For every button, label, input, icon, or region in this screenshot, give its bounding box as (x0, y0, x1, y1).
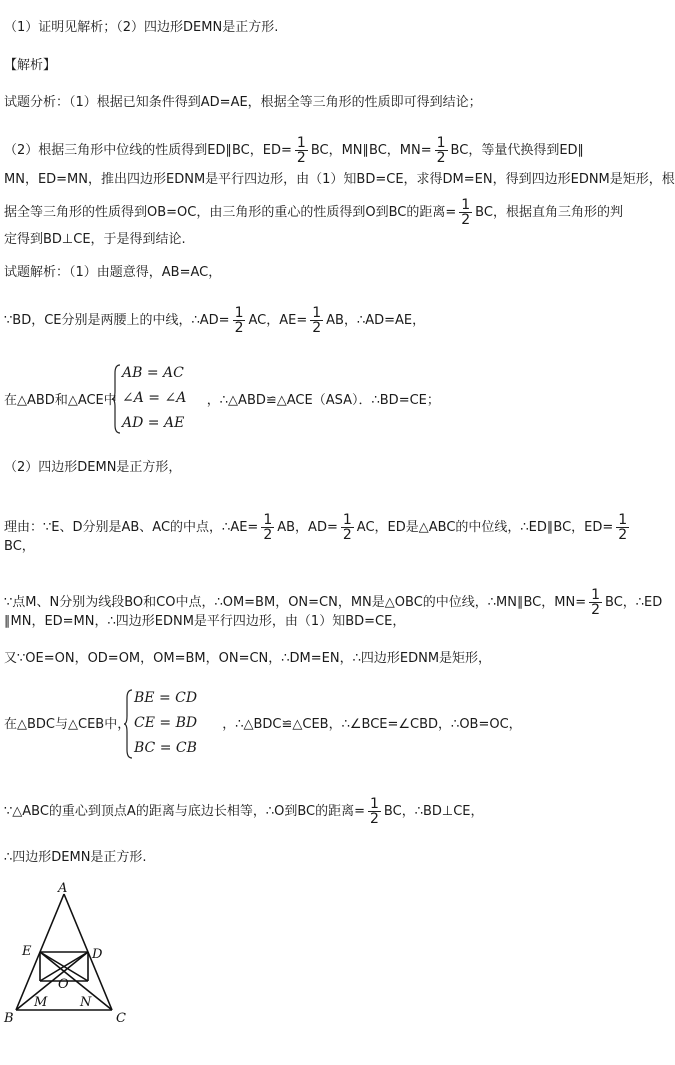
system2-eq2: CE = BD (134, 715, 198, 731)
label-c: C (116, 1011, 126, 1026)
frac-num: 1 (312, 305, 322, 321)
solution-s3a: 在△ABD和△ACE中 (4, 393, 117, 408)
fraction-half (310, 306, 323, 335)
label-n: N (80, 995, 92, 1010)
analysis-p4b: BC，根据直角三角形的判 (475, 205, 623, 220)
label-d: D (92, 947, 103, 962)
solution-s5b: AB，AD= (277, 520, 338, 535)
solution-s1-text: 试题解析：（1）由题意得，AB=AC， (4, 265, 222, 280)
frac-num: 1 (370, 796, 379, 812)
solution-s4 (4, 460, 181, 476)
frac-den: 2 (296, 150, 306, 166)
system2-eq3: BC = CB (134, 740, 197, 756)
solution-s3b: ，∴△ABD≌△ACE（ASA）．∴BD=CE； (206, 393, 440, 408)
solution-s2c: AB，∴AD=AE， (326, 313, 426, 328)
solution-s3 (4, 393, 440, 409)
analysis-p2c: BC，等量代换得到ED∥ (450, 143, 585, 158)
heading-text: 【解析】 (4, 58, 57, 73)
frac-den: 2 (342, 527, 352, 543)
frac-den: 2 (312, 320, 322, 336)
frac-den: 2 (370, 811, 379, 827)
solution-s6 (4, 539, 35, 555)
frac-den: 2 (591, 602, 601, 618)
analysis-p3 (4, 172, 675, 188)
analysis-p4a: 据全等三角形的性质得到OB=OC，由三角形的重心的性质得到O到BC的距离= (4, 205, 457, 220)
solution-s7a: ∵点M、N分别为线段BO和CO中点，∴OM=BM，ON=CN，MN是△OBC的中位线，∴MN∥BC，MN= (4, 595, 587, 610)
frac-den: 2 (234, 320, 244, 336)
solution-s8 (4, 614, 405, 630)
analysis-p2 (4, 136, 584, 165)
solution-s7b: BC，∴ED (605, 595, 663, 610)
system1-eq3: AD = AE (122, 415, 185, 431)
analysis-p5 (4, 232, 186, 248)
solution-s2a: ∵BD，CE分别是两腰上的中线，∴AD= (4, 313, 230, 328)
solution-s10a: 在△BDC与△CEB中， (4, 717, 131, 732)
fraction-half (233, 306, 246, 335)
solution-s11 (4, 797, 484, 826)
solution-s11b: BC，∴BD⊥CE， (383, 804, 484, 819)
left-brace-icon (124, 688, 134, 760)
solution-s9-text: 又∵OE=ON，OD=OM，OM=BM，ON=CN，∴DM=EN，∴四边形EDNM是矩形， (4, 651, 492, 666)
fraction-half (295, 136, 308, 165)
answer-text: （1）证明见解析；（2）四边形DEMN是正方形. (4, 20, 279, 35)
fraction-half (435, 136, 448, 165)
solution-s12 (4, 850, 147, 866)
analysis-p2b: BC，MN∥BC，MN= (310, 143, 432, 158)
equation-system-1 (112, 363, 202, 435)
solution-s8-text: ∥MN，ED=MN，∴四边形EDNM是平行四边形，由（1）知BD=CE， (4, 614, 406, 629)
analysis-p4 (4, 198, 623, 227)
frac-num: 1 (436, 135, 446, 151)
frac-num: 1 (234, 305, 244, 321)
frac-num: 1 (342, 512, 352, 528)
solution-s1 (4, 265, 221, 281)
frac-den: 2 (263, 527, 273, 543)
solution-s5c: AC，ED是△ABC的中位线，∴ED∥BC，ED= (356, 520, 614, 535)
analysis-p2a: （2）根据三角形中位线的性质得到ED∥BC，ED= (4, 143, 292, 158)
left-brace-icon (112, 363, 122, 435)
solution-s10 (4, 717, 522, 733)
label-e: E (22, 944, 32, 959)
analysis-heading (4, 58, 56, 74)
solution-s10b: ，∴△BDC≌△CEB，∴∠BCE=∠CBD，∴OB=OC， (222, 717, 522, 732)
solution-s9 (4, 651, 491, 667)
system1-eq1: AB = AC (122, 365, 184, 381)
fraction-half (589, 588, 602, 617)
frac-num: 1 (618, 512, 628, 528)
frac-den: 2 (436, 150, 446, 166)
solution-s11a: ∵△ABC的重心到顶点A的距离与底边长相等，∴O到BC的距离= (4, 804, 365, 819)
analysis-p1 (4, 95, 482, 111)
system2-eq1: BE = CD (134, 690, 198, 706)
solution-s7 (4, 588, 662, 617)
solution-s12-text: ∴四边形DEMN是正方形. (4, 850, 147, 865)
geometry-diagram (0, 880, 140, 1030)
frac-num: 1 (461, 197, 471, 213)
fraction-half (261, 513, 274, 542)
label-o: O (58, 977, 69, 992)
solution-s2 (4, 306, 425, 335)
solution-s6-text: BC， (4, 539, 35, 554)
equation-system-2 (124, 688, 216, 760)
solution-s5 (4, 513, 632, 542)
fraction-half (368, 797, 381, 826)
frac-den: 2 (461, 212, 471, 228)
solution-s5a: 理由：∵E、D分别是AB、AC的中点，∴AE= (4, 520, 259, 535)
frac-num: 1 (591, 587, 601, 603)
analysis-p3-text: MN，ED=MN，推出四边形EDNM是平行四边形，由（1）知BD=CE，求得DM=EN，得到四边形EDNM是矩形，根 (4, 172, 675, 187)
solution-s2b: AC，AE= (248, 313, 308, 328)
fraction-half (616, 513, 629, 542)
analysis-p5-text: 定得到BD⊥CE，于是得到结论. (4, 232, 186, 247)
label-a: A (58, 881, 68, 896)
frac-num: 1 (296, 135, 306, 151)
fraction-half (459, 198, 472, 227)
label-m: M (34, 995, 48, 1010)
frac-den: 2 (618, 527, 628, 543)
fraction-half (341, 513, 354, 542)
solution-s4-text: （2）四边形DEMN是正方形， (4, 460, 182, 475)
answer-line (4, 20, 278, 36)
frac-num: 1 (263, 512, 273, 528)
label-b: B (4, 1011, 14, 1026)
system1-eq2: ∠A = ∠A (122, 390, 187, 406)
analysis-p1-text: 试题分析：（1）根据已知条件得到AD=AE，根据全等三角形的性质即可得到结论； (4, 95, 482, 110)
